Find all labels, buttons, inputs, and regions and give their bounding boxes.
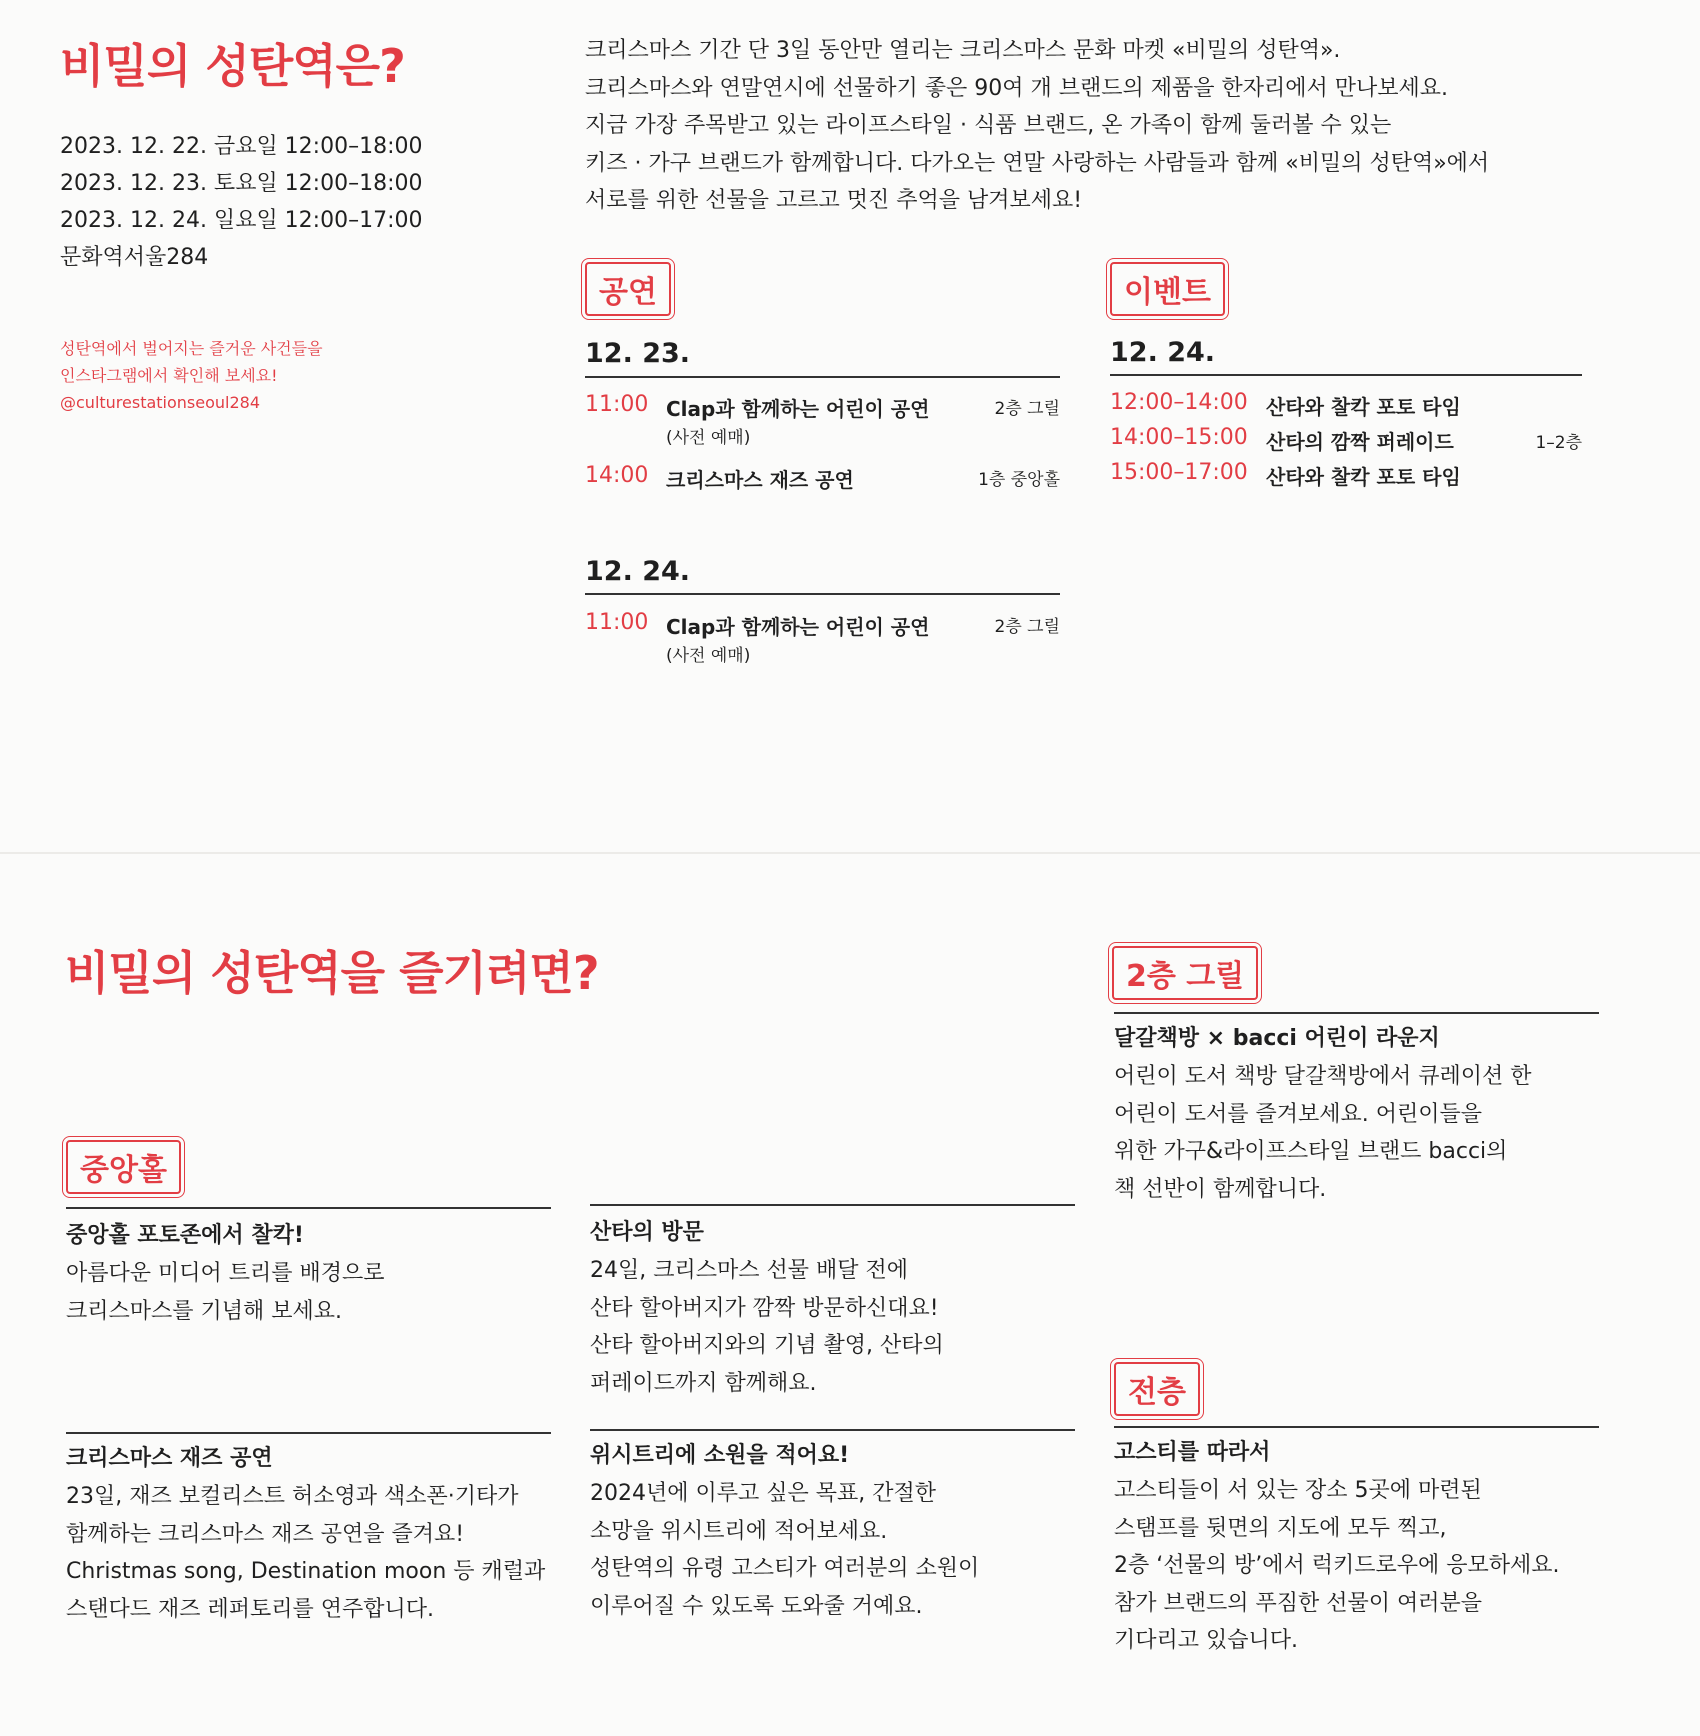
performance-date: 12. 23. [585, 338, 691, 369]
card-follow-ghosty [1114, 1434, 1560, 1660]
divider [590, 1204, 1075, 1206]
event-title: 크리스마스 재즈 공연 [666, 468, 854, 492]
date-line: 2023. 12. 24. 일요일 12:00–17:00 [60, 208, 423, 233]
card-title: 고스티를 따라서 [1114, 1440, 1271, 1465]
card-line: 퍼레이드까지 함께해요. [590, 1370, 817, 1396]
performance-date: 12. 24. [585, 556, 691, 587]
intro-line: 키즈 · 가구 브랜드가 함께합니다. 다가오는 연말 사랑하는 사람들과 함께 «비밀의 성탄역»에서 [585, 150, 1490, 176]
performance-badge: 공연 [585, 262, 671, 316]
card-line: 이루어질 수 있도록 도와줄 거예요. [590, 1593, 923, 1619]
card-line: 24일, 크리스마스 선물 배달 전에 [590, 1258, 908, 1283]
venue: 문화역서울284 [60, 245, 209, 270]
floor2-grill-badge: 2층 그릴 [1112, 946, 1258, 1000]
event-title: 산타와 찰칵 포토 타임 [1266, 395, 1461, 419]
intro-line: 서로를 위한 선물을 고르고 멋진 추억을 남겨보세요! [585, 188, 1083, 213]
card-line: 위한 가구&라이프스타일 브랜드 bacci의 [1114, 1139, 1508, 1164]
central-hall-badge: 중앙홀 [66, 1140, 181, 1194]
card-line: 책 선반이 함께합니다. [1114, 1176, 1327, 1202]
event-title: Clap과 함께하는 어린이 공연 [666, 397, 930, 421]
card-line: 참가 브랜드의 푸짐한 선물이 여러분을 [1114, 1590, 1483, 1616]
card-line: 고스티들이 서 있는 장소 5곳에 마련된 [1114, 1478, 1482, 1503]
card-line: 2024년에 이루고 싶은 목표, 간절한 [590, 1481, 936, 1506]
card-line: Christmas song, Destination moon 등 캐럴과 [66, 1559, 546, 1584]
event-date: 12. 24. [1110, 337, 1216, 368]
divider [66, 1432, 551, 1434]
card-line: 어린이 도서 책방 달갈책방에서 큐레이션 한 [1114, 1064, 1532, 1089]
card-line: 스탠다드 재즈 레퍼토리를 연주합니다. [66, 1596, 435, 1622]
event-title: Clap과 함께하는 어린이 공연 [666, 615, 930, 639]
card-line: 기다리고 있습니다. [1114, 1628, 1299, 1653]
card-line: 산타 할아버지가 깜짝 방문하신대요! [590, 1295, 939, 1321]
event-time: 12:00–14:00 [1110, 390, 1248, 415]
event-location: 1–2층 [1535, 433, 1582, 453]
divider [585, 593, 1060, 595]
date-line: 2023. 12. 23. 토요일 12:00–18:00 [60, 171, 423, 196]
event-location: 2층 그릴 [994, 399, 1060, 419]
event-title: 산타의 깜짝 퍼레이드 [1266, 430, 1454, 454]
event-note: (사전 예매) [666, 428, 751, 448]
intro-line: 지금 가장 주목받고 있는 라이프스타일 · 식품 브랜드, 온 가족이 함께 둘러볼 수 있는 [585, 113, 1392, 138]
card-title: 달갈책방 × bacci 어린이 라운지 [1114, 1026, 1440, 1051]
event-badge: 이벤트 [1110, 262, 1225, 316]
card-line: 성탄역의 유령 고스티가 여러분의 소원이 [590, 1556, 980, 1581]
divider [1114, 1012, 1599, 1014]
schedule-info [60, 128, 423, 276]
date-line: 2023. 12. 22. 금요일 12:00–18:00 [60, 134, 423, 159]
card-kids-lounge [1114, 1020, 1532, 1208]
event-time: 14:00 [585, 463, 649, 488]
instagram-handle[interactable]: @culturestationseoul284 [60, 393, 261, 412]
divider [590, 1429, 1075, 1431]
paper-fold-line [0, 852, 1700, 854]
page-title: 비밀의 성탄역은? [60, 39, 405, 93]
instagram-line: 성탄역에서 벌어지는 즐거운 사건들을 [60, 339, 323, 358]
card-line: 산타 할아버지와의 기념 촬영, 산타의 [590, 1333, 944, 1358]
card-line: 소망을 위시트리에 적어보세요. [590, 1518, 888, 1544]
instagram-note [60, 335, 323, 416]
card-photo-zone [66, 1217, 385, 1330]
intro-line: 크리스마스와 연말연시에 선물하기 좋은 90여 개 브랜드의 제품을 한자리에서 만나보세요. [585, 75, 1449, 101]
event-time: 14:00–15:00 [1110, 425, 1248, 450]
enjoy-title: 비밀의 성탄역을 즐기려면? [65, 946, 599, 1000]
divider [1114, 1426, 1599, 1428]
card-title: 크리스마스 재즈 공연 [66, 1446, 273, 1471]
card-line: 2층 ‘선물의 방’에서 럭키드로우에 응모하세요. [1114, 1553, 1560, 1578]
card-line: 아름다운 미디어 트리를 배경으로 [66, 1261, 385, 1286]
event-time: 15:00–17:00 [1110, 460, 1248, 485]
divider [585, 376, 1060, 378]
card-title: 위시트리에 소원을 적어요! [590, 1443, 850, 1468]
event-time: 11:00 [585, 610, 649, 635]
card-line: 함께하는 크리스마스 재즈 공연을 즐겨요! [66, 1521, 465, 1547]
event-title: 산타와 찰칵 포토 타임 [1266, 465, 1461, 489]
card-line: 23일, 재즈 보컬리스트 허소영과 색소폰·기타가 [66, 1484, 519, 1509]
card-santa-visit [590, 1214, 944, 1402]
event-location: 2층 그릴 [994, 617, 1060, 637]
divider [66, 1207, 551, 1209]
event-location: 1층 중앙홀 [978, 470, 1060, 490]
intro-line: 크리스마스 기간 단 3일 동안만 열리는 크리스마스 문화 마켓 «비밀의 성탄역». [585, 38, 1341, 63]
card-wish-tree [590, 1437, 979, 1625]
instagram-line: 인스타그램에서 확인해 보세요! [60, 366, 278, 385]
card-title: 중앙홀 포토존에서 찰칵! [66, 1223, 304, 1248]
card-line: 크리스마스를 기념해 보세요. [66, 1298, 343, 1324]
card-line: 어린이 도서를 즐겨보세요. 어린이들을 [1114, 1101, 1483, 1127]
all-floors-badge: 전층 [1114, 1362, 1200, 1416]
divider [1110, 374, 1582, 376]
card-title: 산타의 방문 [590, 1220, 704, 1245]
event-note: (사전 예매) [666, 646, 751, 666]
event-time: 11:00 [585, 392, 649, 417]
intro-paragraph [585, 32, 1489, 220]
card-line: 스탬프를 뒷면의 지도에 모두 찍고, [1114, 1515, 1447, 1541]
card-jazz-concert [66, 1440, 545, 1628]
